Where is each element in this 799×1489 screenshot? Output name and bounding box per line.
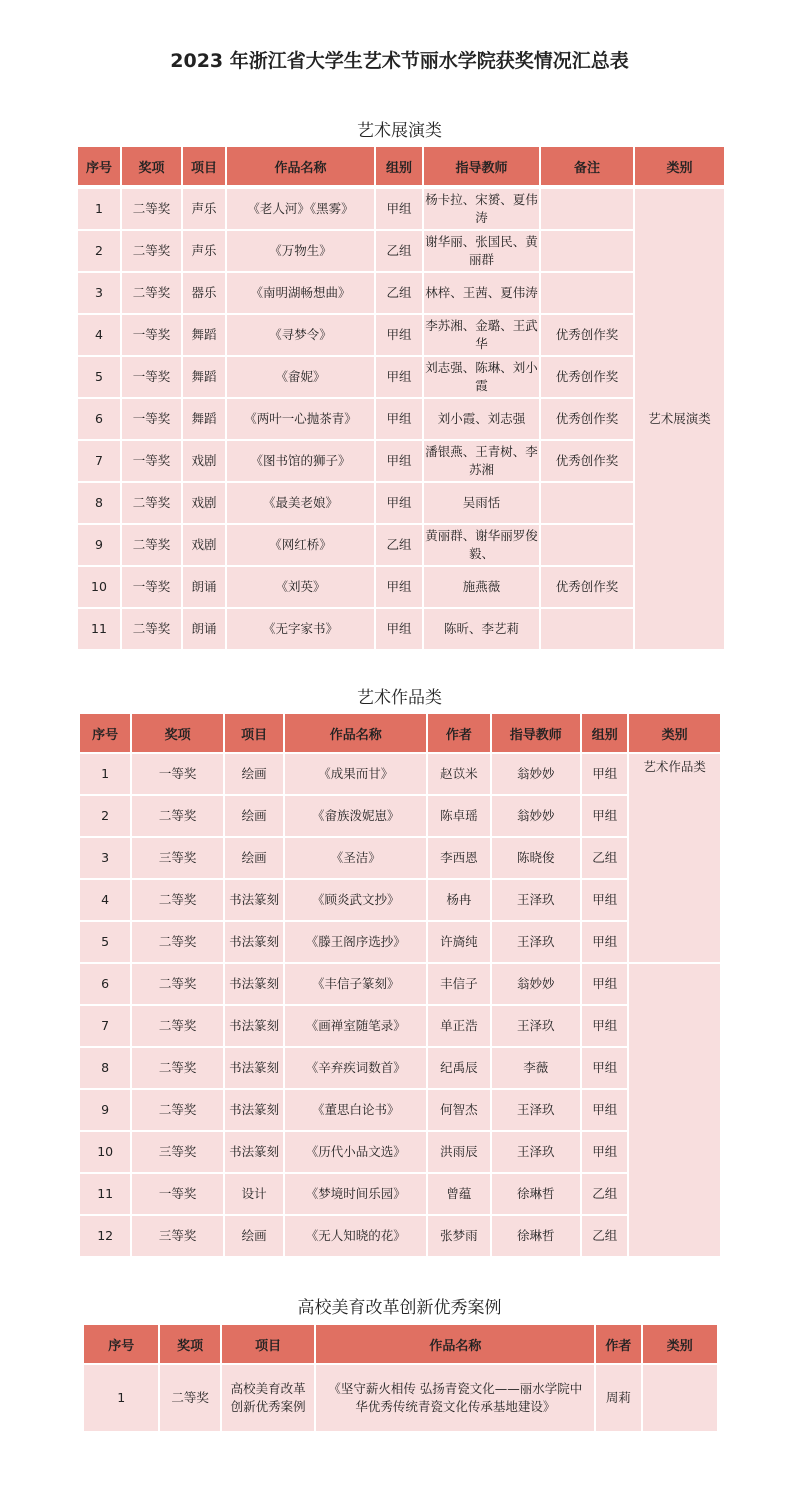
table-header-row bbox=[80, 714, 720, 752]
cell-teacher: 翁妙妙 bbox=[492, 754, 581, 794]
table-row bbox=[84, 1365, 717, 1431]
cell-group: 甲组 bbox=[582, 880, 627, 920]
cell-group: 甲组 bbox=[376, 567, 422, 607]
cell-teacher: 林梓、王茜、夏伟涛 bbox=[424, 273, 539, 313]
table-row bbox=[78, 441, 724, 481]
cell-no: 10 bbox=[80, 1132, 130, 1172]
cell-teacher: 吴雨恬 bbox=[424, 483, 539, 523]
cell-item: 书法篆刻 bbox=[225, 1006, 283, 1046]
cell-group: 甲组 bbox=[582, 922, 627, 962]
cell-note bbox=[541, 609, 633, 649]
cell-work: 《无人知晓的花》 bbox=[285, 1216, 426, 1256]
cell-note bbox=[541, 273, 633, 313]
cell-award: 二等奖 bbox=[122, 273, 181, 313]
cell-no: 11 bbox=[80, 1174, 130, 1214]
cell-item: 书法篆刻 bbox=[225, 1048, 283, 1088]
cell-no: 6 bbox=[78, 399, 120, 439]
cell-group: 乙组 bbox=[376, 273, 422, 313]
cell-item: 声乐 bbox=[183, 189, 225, 229]
cell-author: 曾蕴 bbox=[428, 1174, 489, 1214]
cell-award: 二等奖 bbox=[132, 796, 223, 836]
cell-author: 纪禹辰 bbox=[428, 1048, 489, 1088]
cell-note: 优秀创作奖 bbox=[541, 567, 633, 607]
cell-group: 甲组 bbox=[582, 1048, 627, 1088]
cell-author: 李西恩 bbox=[428, 838, 489, 878]
cell-no: 4 bbox=[80, 880, 130, 920]
cell-teacher: 刘志强、陈琳、刘小霞 bbox=[424, 357, 539, 397]
cell-item: 设计 bbox=[225, 1174, 283, 1214]
cell-work: 《最美老娘》 bbox=[227, 483, 374, 523]
header-category: 类别 bbox=[635, 147, 724, 185]
cell-author: 单正浩 bbox=[428, 1006, 489, 1046]
cell-no: 1 bbox=[80, 754, 130, 794]
cell-no: 5 bbox=[80, 922, 130, 962]
artworks-table bbox=[78, 712, 722, 1258]
cell-group: 甲组 bbox=[376, 315, 422, 355]
cell-teacher: 潘银燕、王青树、李苏湘 bbox=[424, 441, 539, 481]
header-group: 组别 bbox=[582, 714, 627, 752]
cell-no: 2 bbox=[78, 231, 120, 271]
cell-work: 《辛弃疾词数首》 bbox=[285, 1048, 426, 1088]
cell-no: 1 bbox=[84, 1365, 158, 1431]
table-header-row bbox=[84, 1325, 717, 1363]
table-row bbox=[78, 189, 724, 229]
page-title: 2023 年浙江省大学生艺术节丽水学院获奖情况汇总表 bbox=[170, 50, 629, 72]
cell-author: 许旖纯 bbox=[428, 922, 489, 962]
table-row bbox=[78, 609, 724, 649]
cell-group: 甲组 bbox=[376, 441, 422, 481]
cell-item: 绘画 bbox=[225, 1216, 283, 1256]
cell-item: 戏剧 bbox=[183, 483, 225, 523]
header-award: 奖项 bbox=[160, 1325, 219, 1363]
cell-author: 周莉 bbox=[596, 1365, 640, 1431]
cell-work: 《寻梦令》 bbox=[227, 315, 374, 355]
cell-award: 一等奖 bbox=[122, 357, 181, 397]
cell-work: 《成果而甘》 bbox=[285, 754, 426, 794]
cell-no: 8 bbox=[78, 483, 120, 523]
cell-item: 高校美育改革创新优秀案例 bbox=[222, 1365, 315, 1431]
cell-no: 3 bbox=[78, 273, 120, 313]
cell-group: 甲组 bbox=[376, 357, 422, 397]
cell-teacher: 黄丽群、谢华丽罗俊毅、 bbox=[424, 525, 539, 565]
header-category: 类别 bbox=[629, 714, 720, 752]
cell-item: 器乐 bbox=[183, 273, 225, 313]
cell-work: 《刘英》 bbox=[227, 567, 374, 607]
cell-note: 优秀创作奖 bbox=[541, 399, 633, 439]
cell-award: 一等奖 bbox=[132, 754, 223, 794]
cell-work: 《图书馆的狮子》 bbox=[227, 441, 374, 481]
cell-award: 二等奖 bbox=[122, 609, 181, 649]
header-item: 项目 bbox=[225, 714, 283, 752]
cell-group: 甲组 bbox=[582, 964, 627, 1004]
table-row bbox=[80, 796, 720, 836]
cell-teacher: 施燕薇 bbox=[424, 567, 539, 607]
cell-note bbox=[541, 525, 633, 565]
cell-group: 甲组 bbox=[582, 1090, 627, 1130]
cell-item: 书法篆刻 bbox=[225, 1090, 283, 1130]
cell-item: 绘画 bbox=[225, 838, 283, 878]
cell-award: 二等奖 bbox=[132, 1048, 223, 1088]
cell-teacher: 陈晓俊 bbox=[492, 838, 581, 878]
table-row bbox=[80, 964, 720, 1004]
cell-work: 《网红桥》 bbox=[227, 525, 374, 565]
cell-item: 书法篆刻 bbox=[225, 1132, 283, 1172]
cell-item: 书法篆刻 bbox=[225, 964, 283, 1004]
header-work: 作品名称 bbox=[316, 1325, 594, 1363]
cell-group: 乙组 bbox=[582, 1174, 627, 1214]
cell-no: 5 bbox=[78, 357, 120, 397]
cell-award: 一等奖 bbox=[122, 567, 181, 607]
table-header-row bbox=[78, 147, 724, 185]
cell-teacher: 翁妙妙 bbox=[492, 964, 581, 1004]
cell-author: 陈卓瑶 bbox=[428, 796, 489, 836]
cell-group: 甲组 bbox=[376, 609, 422, 649]
table-row bbox=[80, 1174, 720, 1214]
cell-award: 二等奖 bbox=[122, 483, 181, 523]
table-row bbox=[78, 315, 724, 355]
cell-item: 舞蹈 bbox=[183, 357, 225, 397]
cell-work: 《滕王阁序选抄》 bbox=[285, 922, 426, 962]
cell-teacher: 刘小霞、刘志强 bbox=[424, 399, 539, 439]
cell-item: 声乐 bbox=[183, 231, 225, 271]
cell-group: 甲组 bbox=[582, 754, 627, 794]
header-category: 类别 bbox=[643, 1325, 718, 1363]
cell-item: 朗诵 bbox=[183, 609, 225, 649]
cell-note: 优秀创作奖 bbox=[541, 315, 633, 355]
cell-no: 8 bbox=[80, 1048, 130, 1088]
cell-work: 《万物生》 bbox=[227, 231, 374, 271]
table-row bbox=[80, 922, 720, 962]
header-work: 作品名称 bbox=[227, 147, 374, 185]
cell-award: 一等奖 bbox=[122, 399, 181, 439]
cell-award: 二等奖 bbox=[122, 525, 181, 565]
cell-item: 舞蹈 bbox=[183, 399, 225, 439]
table-row bbox=[80, 1048, 720, 1088]
cell-work: 《梦境时间乐园》 bbox=[285, 1174, 426, 1214]
header-item: 项目 bbox=[183, 147, 225, 185]
header-item: 项目 bbox=[222, 1325, 315, 1363]
cell-item: 戏剧 bbox=[183, 525, 225, 565]
cell-work: 《画禅室随笔录》 bbox=[285, 1006, 426, 1046]
cell-note: 优秀创作奖 bbox=[541, 357, 633, 397]
cell-teacher: 杨卡拉、宋赟、夏伟涛 bbox=[424, 189, 539, 229]
header-no: 序号 bbox=[78, 147, 120, 185]
cell-award: 二等奖 bbox=[132, 1090, 223, 1130]
cell-no: 7 bbox=[78, 441, 120, 481]
cell-group: 乙组 bbox=[376, 525, 422, 565]
cell-no: 11 bbox=[78, 609, 120, 649]
cell-award: 一等奖 bbox=[122, 441, 181, 481]
cell-teacher: 王泽玖 bbox=[492, 922, 581, 962]
cell-no: 6 bbox=[80, 964, 130, 1004]
cell-award: 一等奖 bbox=[132, 1174, 223, 1214]
cell-work: 《畲妮》 bbox=[227, 357, 374, 397]
cell-no: 12 bbox=[80, 1216, 130, 1256]
cell-teacher: 徐琳哲 bbox=[492, 1216, 581, 1256]
header-group: 组别 bbox=[376, 147, 422, 185]
table-row bbox=[80, 1132, 720, 1172]
cell-award: 二等奖 bbox=[132, 964, 223, 1004]
cell-group: 甲组 bbox=[376, 399, 422, 439]
header-author: 作者 bbox=[428, 714, 489, 752]
cell-author: 何智杰 bbox=[428, 1090, 489, 1130]
header-award: 奖项 bbox=[132, 714, 223, 752]
cell-no: 1 bbox=[78, 189, 120, 229]
cell-category bbox=[643, 1365, 718, 1431]
table-row bbox=[80, 1216, 720, 1256]
cell-no: 2 bbox=[80, 796, 130, 836]
table-row bbox=[78, 231, 724, 271]
cell-group: 甲组 bbox=[582, 1006, 627, 1046]
cell-no: 7 bbox=[80, 1006, 130, 1046]
case-table bbox=[82, 1323, 719, 1433]
header-work: 作品名称 bbox=[285, 714, 426, 752]
cell-work: 《圣洁》 bbox=[285, 838, 426, 878]
cell-work: 《南明湖畅想曲》 bbox=[227, 273, 374, 313]
cell-teacher: 谢华丽、张国民、黄丽群 bbox=[424, 231, 539, 271]
cell-item: 朗诵 bbox=[183, 567, 225, 607]
cell-category: 艺术展演类 bbox=[635, 189, 724, 649]
cell-author: 张梦雨 bbox=[428, 1216, 489, 1256]
cell-award: 二等奖 bbox=[132, 922, 223, 962]
cell-award: 三等奖 bbox=[132, 838, 223, 878]
cell-author: 丰信子 bbox=[428, 964, 489, 1004]
cell-work: 《坚守薪火相传 弘扬青瓷文化——丽水学院中华优秀传统青瓷文化传承基地建设》 bbox=[316, 1365, 594, 1431]
table-row bbox=[80, 754, 720, 794]
table-row bbox=[78, 273, 724, 313]
cell-note bbox=[541, 483, 633, 523]
cell-group: 乙组 bbox=[376, 231, 422, 271]
cell-teacher: 李薇 bbox=[492, 1048, 581, 1088]
cell-group: 甲组 bbox=[582, 1132, 627, 1172]
cell-group: 甲组 bbox=[376, 189, 422, 229]
cell-no: 10 bbox=[78, 567, 120, 607]
cell-author: 赵苡米 bbox=[428, 754, 489, 794]
cell-author: 杨冉 bbox=[428, 880, 489, 920]
table-row bbox=[78, 567, 724, 607]
cell-group: 乙组 bbox=[582, 838, 627, 878]
cell-teacher: 王泽玖 bbox=[492, 880, 581, 920]
cell-note: 优秀创作奖 bbox=[541, 441, 633, 481]
cell-teacher: 翁妙妙 bbox=[492, 796, 581, 836]
section-title-artworks: 艺术作品类 bbox=[357, 688, 442, 708]
cell-item: 戏剧 bbox=[183, 441, 225, 481]
cell-work: 《畲族泼妮崽》 bbox=[285, 796, 426, 836]
cell-author: 洪雨辰 bbox=[428, 1132, 489, 1172]
header-note: 备注 bbox=[541, 147, 633, 185]
cell-award: 二等奖 bbox=[122, 231, 181, 271]
cell-award: 二等奖 bbox=[132, 880, 223, 920]
cell-category: 艺术作品类 bbox=[629, 754, 720, 962]
cell-award: 一等奖 bbox=[122, 315, 181, 355]
cell-no: 9 bbox=[80, 1090, 130, 1130]
section-title-performance: 艺术展演类 bbox=[357, 121, 442, 141]
cell-award: 二等奖 bbox=[160, 1365, 219, 1431]
table-row bbox=[78, 357, 724, 397]
cell-work: 《老人河》《黑雾》 bbox=[227, 189, 374, 229]
table-row bbox=[80, 838, 720, 878]
header-no: 序号 bbox=[84, 1325, 158, 1363]
cell-note bbox=[541, 189, 633, 229]
cell-teacher: 王泽玖 bbox=[492, 1090, 581, 1130]
cell-work: 《董思白论书》 bbox=[285, 1090, 426, 1130]
table-row bbox=[78, 399, 724, 439]
cell-teacher: 徐琳哲 bbox=[492, 1174, 581, 1214]
cell-item: 书法篆刻 bbox=[225, 880, 283, 920]
section-title-case: 高校美育改革创新优秀案例 bbox=[297, 1298, 502, 1318]
cell-teacher: 陈昕、李艺莉 bbox=[424, 609, 539, 649]
table-row bbox=[78, 525, 724, 565]
cell-teacher: 李苏湘、金璐、王武华 bbox=[424, 315, 539, 355]
cell-award: 二等奖 bbox=[122, 189, 181, 229]
header-teacher: 指导教师 bbox=[492, 714, 581, 752]
cell-item: 书法篆刻 bbox=[225, 922, 283, 962]
cell-award: 三等奖 bbox=[132, 1216, 223, 1256]
cell-group: 甲组 bbox=[376, 483, 422, 523]
cell-work: 《顾炎武文抄》 bbox=[285, 880, 426, 920]
cell-item: 绘画 bbox=[225, 796, 283, 836]
header-teacher: 指导教师 bbox=[424, 147, 539, 185]
cell-no: 9 bbox=[78, 525, 120, 565]
header-award: 奖项 bbox=[122, 147, 181, 185]
cell-group: 乙组 bbox=[582, 1216, 627, 1256]
cell-group: 甲组 bbox=[582, 796, 627, 836]
cell-work: 《无字家书》 bbox=[227, 609, 374, 649]
cell-item: 绘画 bbox=[225, 754, 283, 794]
cell-no: 3 bbox=[80, 838, 130, 878]
cell-award: 二等奖 bbox=[132, 1006, 223, 1046]
header-author: 作者 bbox=[596, 1325, 640, 1363]
cell-work: 《历代小品文选》 bbox=[285, 1132, 426, 1172]
cell-item: 舞蹈 bbox=[183, 315, 225, 355]
table-row bbox=[80, 880, 720, 920]
table-row bbox=[80, 1090, 720, 1130]
performance-table bbox=[76, 145, 726, 651]
cell-award: 三等奖 bbox=[132, 1132, 223, 1172]
cell-teacher: 王泽玖 bbox=[492, 1132, 581, 1172]
header-no: 序号 bbox=[80, 714, 130, 752]
table-row bbox=[78, 483, 724, 523]
cell-note bbox=[541, 231, 633, 271]
cell-no: 4 bbox=[78, 315, 120, 355]
cell-category-empty bbox=[629, 964, 720, 1256]
cell-work: 《丰信子篆刻》 bbox=[285, 964, 426, 1004]
cell-teacher: 王泽玖 bbox=[492, 1006, 581, 1046]
table-row bbox=[80, 1006, 720, 1046]
cell-work: 《两叶一心抛茶青》 bbox=[227, 399, 374, 439]
